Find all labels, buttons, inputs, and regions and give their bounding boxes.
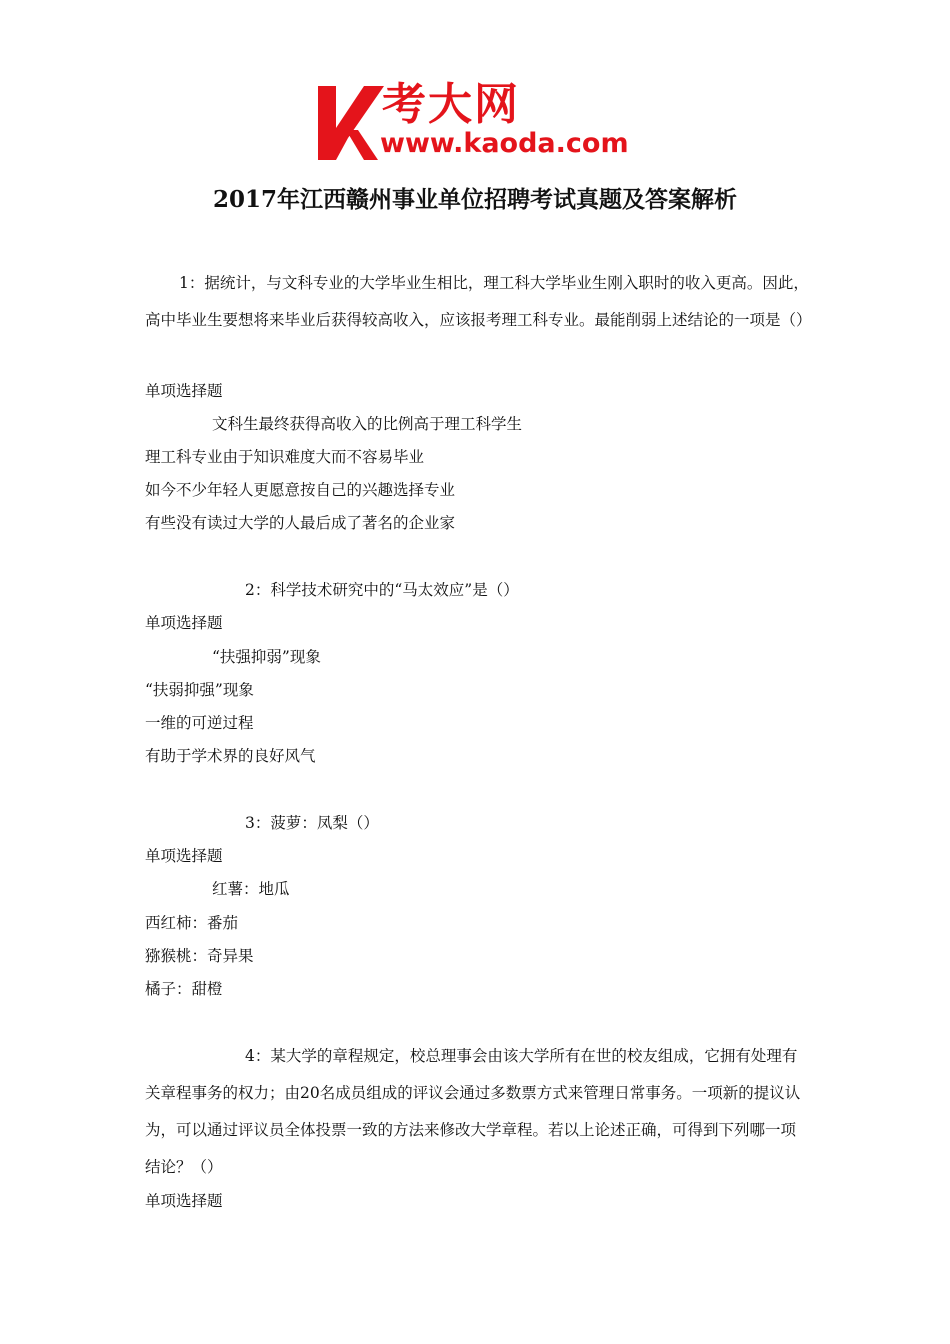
question-2-stem: 2：科学技术研究中的“马太效应”是（） <box>245 581 519 599</box>
logo-url-text: www.kaoda.com <box>380 128 629 159</box>
question-4-stem: 4：某大学的章程规定，校总理事会由该大学所有在世的校友组成，它拥有处理有关章程事务的权力；由20名成员组成的评议会通过多数票方式来管理日常事务。一项新的提议认为，可以通过评议员全体投票一致的方法来修改大学章程。若以上论述正确，可得到下列哪一项结论？（） <box>145 1047 801 1176</box>
question-1-option: 文科生最终获得高收入的比例高于理工科学生 <box>212 415 523 433</box>
k-logo-mark-icon <box>318 80 384 160</box>
question-1-type: 单项选择题 <box>145 382 223 400</box>
question-3-option: 猕猴桃：奇异果 <box>145 947 254 965</box>
question-3-option: 红薯：地瓜 <box>212 880 290 898</box>
question-4-type: 单项选择题 <box>145 1192 223 1210</box>
document-title: 2017年江西赣州事业单位招聘考试真题及答案解析 <box>212 186 737 213</box>
question-2-type: 单项选择题 <box>145 614 223 632</box>
question-2-option: 一维的可逆过程 <box>145 714 254 732</box>
question-3-type: 单项选择题 <box>145 847 223 865</box>
question-2-option: “扶弱抑强”现象 <box>145 681 254 699</box>
question-2-option: 有助于学术界的良好风气 <box>145 747 316 765</box>
logo-brand-text: 考大网 <box>382 79 520 130</box>
question-3-option: 橘子：甜橙 <box>145 980 223 998</box>
question-2-option: “扶强抑弱”现象 <box>212 648 321 666</box>
question-1-option: 如今不少年轻人更愿意按自己的兴趣选择专业 <box>145 481 456 499</box>
question-1-stem: 1：据统计，与文科专业的大学毕业生相比，理工科大学毕业生刚入职时的收入更高。因此，高中毕业生要想将来毕业后获得较高收入，应该报考理工科专业。最能削弱上述结论的一项是（） <box>145 274 812 329</box>
question-1-option: 有些没有读过大学的人最后成了著名的企业家 <box>145 514 456 532</box>
question-3-stem: 3：菠萝：凤梨（） <box>245 814 379 832</box>
question-1-option: 理工科专业由于知识难度大而不容易毕业 <box>145 448 425 466</box>
question-3-option: 西红柿：番茄 <box>145 914 239 932</box>
kaoda-logo <box>318 80 640 162</box>
